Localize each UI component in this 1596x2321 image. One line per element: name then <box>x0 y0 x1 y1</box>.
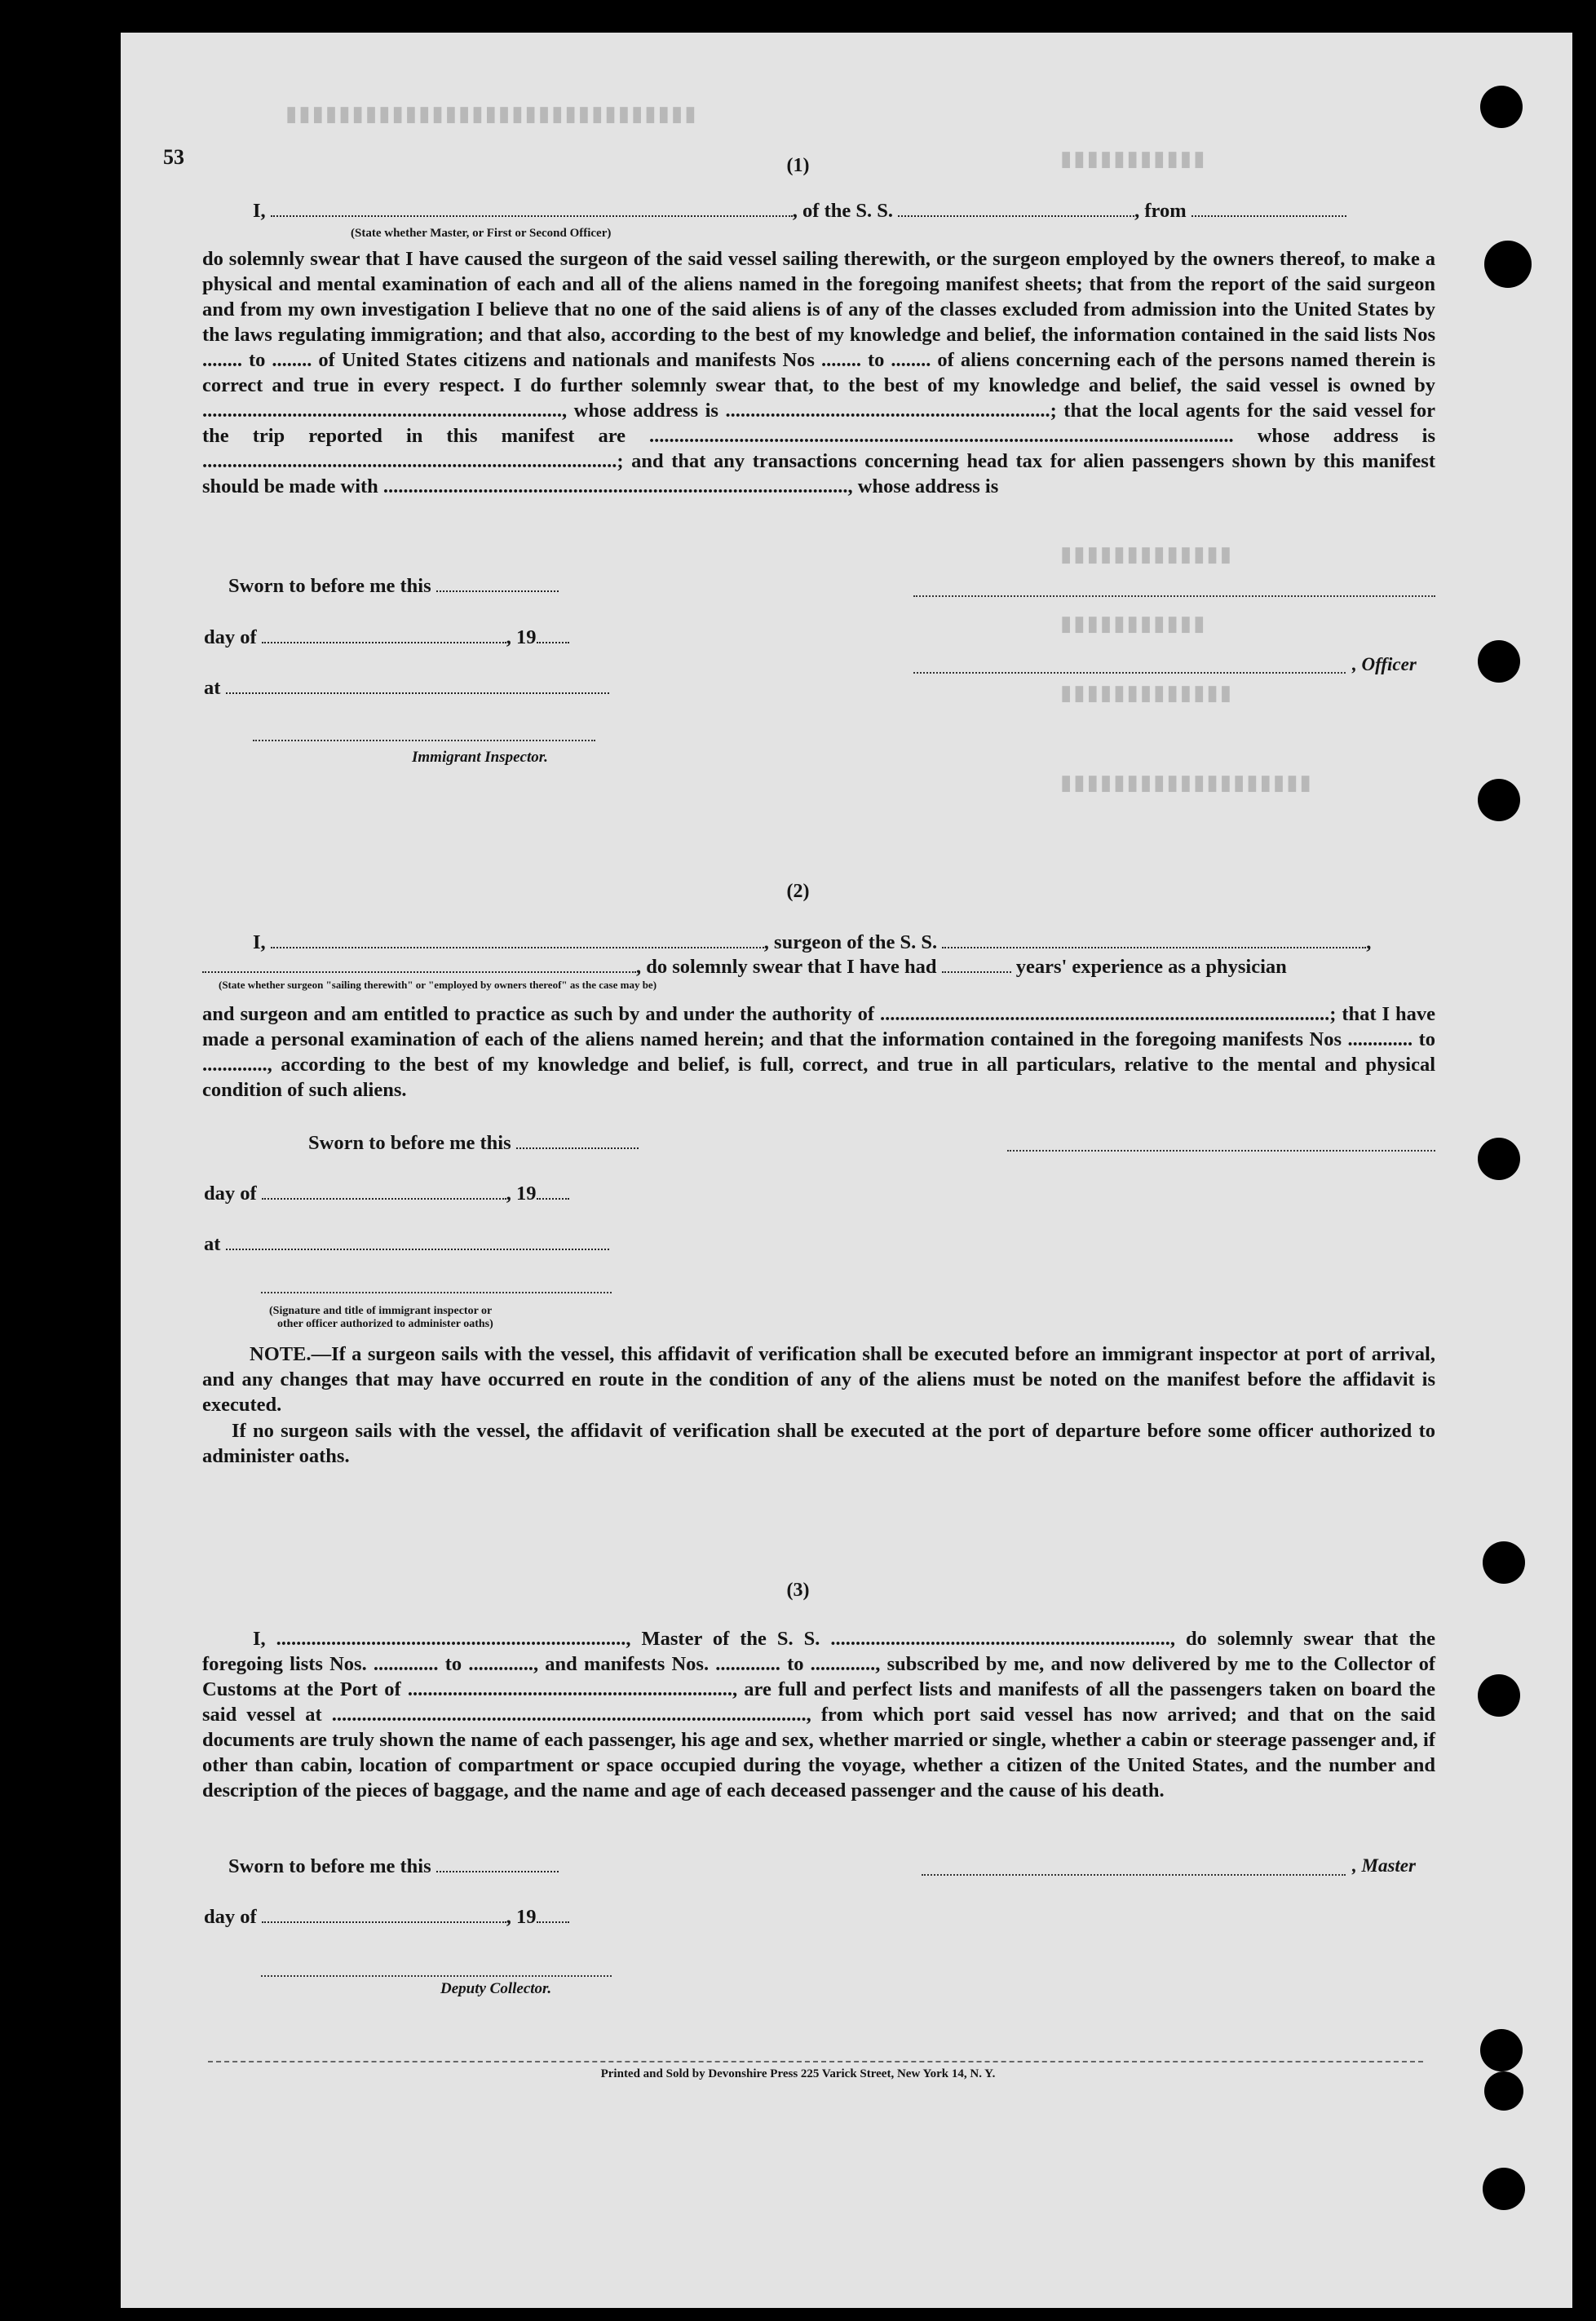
surgeon-status-field[interactable] <box>202 957 636 973</box>
immigrant-inspector-label: Immigrant Inspector. <box>412 749 548 766</box>
section-1-caption: (State whether Master, or First or Second Officer) <box>351 227 612 240</box>
show-through-text: ▮▮▮▮▮▮▮▮▮▮▮ <box>1060 147 1207 170</box>
officer-signature-line-2[interactable] <box>913 670 1346 674</box>
master-signature-line[interactable] <box>922 1872 1346 1876</box>
section-1-oath-text: do solemnly swear that I have caused the surgeon of the said vessel sailing therewith, or the surgeon employed by the owners thereof, to make a physical and mental examination of each and all of the aliens named in the foregoing manifest sheets; that from the report of the said surgeon and from my own investigation I believe that no one of the said aliens is of any of the classes excluded from admission into the United States by the laws regulating immigration; and that also, according to the best of my knowledge and belief, the information contained in the said lists Nos ........ to ........ of United States citizens and nationals and manifests Nos ........ to ........ of aliens concerning each of the persons named therein is correct and true in every respect. I do further solemnly swear that, to the best of my knowledge and belief, the said vessel is owned by ........................................................................, whose address is .................................................................; that the local agents for the said vessel for the trip reported in this manifest are ..................................................................................................................... whose address is ...................................................................................; and that any transactions concerning head tax for alien passengers shown by this manifest should be made with ............................................................................................., whose address is <box>202 248 1435 497</box>
section-1-number: (1) <box>786 155 810 176</box>
section-2-sworn <box>308 1132 639 1155</box>
sworn-date-field[interactable] <box>436 576 559 592</box>
at-label: at <box>204 677 221 699</box>
day-of-label: day of <box>204 1906 257 1928</box>
sworn-label: Sworn to before me this <box>308 1132 511 1154</box>
sworn-date-field[interactable] <box>516 1133 639 1149</box>
binder-hole <box>1480 86 1523 128</box>
at-label: at <box>204 1233 221 1255</box>
footer-rule <box>208 2061 1423 2062</box>
show-through-text: ▮▮▮▮▮▮▮▮▮▮▮▮▮▮▮▮▮▮▮▮▮▮▮▮▮▮▮▮▮▮▮ <box>285 102 698 126</box>
binder-hole <box>1478 1674 1520 1717</box>
witness-caption-2: other officer authorized to administer oaths) <box>277 1318 493 1330</box>
show-through-text: ▮▮▮▮▮▮▮▮▮▮▮▮▮▮▮▮▮▮▮ <box>1060 771 1313 794</box>
year-field[interactable] <box>537 1183 569 1200</box>
years-experience-field[interactable] <box>942 957 1011 973</box>
show-through-text: ▮▮▮▮▮▮▮▮▮▮▮▮▮ <box>1060 542 1233 566</box>
section-3-number: (3) <box>786 1580 810 1601</box>
note-paragraph-2: If no surgeon sails with the vessel, the affidavit of verification shall be executed at the port of departure before some officer authorized to administer oaths. <box>202 1420 1435 1467</box>
officer-name-field[interactable] <box>271 201 793 217</box>
section-1-vessel-label: , of the S. S. <box>792 200 893 222</box>
section-1-from-label: , from <box>1134 200 1187 222</box>
section-3-day <box>204 1906 569 1929</box>
section-1-lead: I, <box>253 200 266 222</box>
day-of-label: day of <box>204 626 257 648</box>
binder-hole <box>1483 1541 1525 1584</box>
printer-imprint: Printed and Sold by Devonshire Press 225 Varick Street, New York 14, N. Y. <box>600 2067 996 2080</box>
section-3-oath-text: I, ......................................................................, Master of the S. S. ...................................................................., do solemnly swear that the foregoing lists Nos. ............. to ............., and manifests Nos. ............. to ............., subscribed by me, and now delivered by me to the Collector of Customs at the Port of ................................................................., are full and perfect lists and manifests of all the passengers taken on board the said vessel at ..............................................................................................., from which port said vessel has now arrived; and that on the said documents are truly shown the name of each passenger, his age and sex, whether married or single, whether a cabin or steerage passenger and, if other than cabin, location of compartment or space occupied during the voyage, whether a citizen of the United States, and the number and description of the pieces of baggage, and the name and age of each deceased passenger and the cause of his death. <box>202 1628 1435 1802</box>
show-through-text: ▮▮▮▮▮▮▮▮▮▮▮▮▮ <box>1060 681 1233 705</box>
section-1-line-1 <box>253 200 1346 223</box>
section-2-day <box>204 1183 569 1205</box>
sworn-label: Sworn to before me this <box>228 575 431 597</box>
section-1-at <box>204 677 609 700</box>
section-2-at <box>204 1233 609 1256</box>
year-label: , 19 <box>506 1906 537 1928</box>
section-1-day <box>204 626 569 649</box>
binder-hole <box>1484 241 1532 288</box>
year-label: , 19 <box>506 626 537 648</box>
binder-hole <box>1478 640 1520 683</box>
day-of-label: day of <box>204 1183 257 1205</box>
page-number: 53 <box>163 145 184 169</box>
section-2-line-1: I, , surgeon of the S. S. , <box>253 931 1372 953</box>
surgeon-witness-signature-line[interactable] <box>261 1290 612 1293</box>
year-field[interactable] <box>537 1907 569 1923</box>
note-text: —If a surgeon sails with the vessel, this affidavit of verification shall be executed before an immigrant inspector at port of arrival, and any changes that may have occurred en route in the condition of any of the aliens must be noted on the manifest before the affidavit is executed. <box>202 1343 1435 1416</box>
year-label: , 19 <box>506 1183 537 1205</box>
section-2-experience-label: years' experience as a physician <box>1015 956 1287 978</box>
binder-hole <box>1480 2029 1523 2071</box>
sworn-date-field[interactable] <box>436 1856 559 1872</box>
section-2-swear-label: , do solemnly swear that I have had <box>636 956 937 978</box>
section-1-sworn <box>228 575 559 598</box>
inspector-signature-line[interactable] <box>253 738 595 741</box>
year-field[interactable] <box>537 627 569 643</box>
section-2-vessel-label: , surgeon of the S. S. <box>763 931 938 953</box>
day-field[interactable] <box>262 1907 506 1923</box>
place-field[interactable] <box>226 678 609 694</box>
note-paragraph <box>202 1342 1435 1417</box>
section-3-sworn <box>228 1855 559 1878</box>
place-field[interactable] <box>226 1234 609 1250</box>
section-2-number: (2) <box>786 881 810 902</box>
surgeon-vessel-field[interactable] <box>942 932 1366 948</box>
surgeon-name-field[interactable] <box>271 932 764 948</box>
deputy-collector-signature-line[interactable] <box>261 1974 612 1977</box>
master-label: , Master <box>1352 1855 1416 1876</box>
section-2-caption: (State whether surgeon "sailing therewith" or "employed by owners thereof" as the case may be) <box>219 979 657 991</box>
day-field[interactable] <box>262 627 506 643</box>
deputy-collector-label: Deputy Collector. <box>440 1980 552 1997</box>
section-2-line-2 <box>202 956 1287 979</box>
day-field[interactable] <box>262 1183 506 1200</box>
witness-caption-1: (Signature and title of immigrant inspector or <box>269 1305 493 1317</box>
officer-label: , Officer <box>1352 654 1417 674</box>
section-2-lead: I, <box>253 931 266 953</box>
binder-hole <box>1483 2168 1525 2210</box>
note-label: NOTE. <box>250 1343 312 1365</box>
officer-signature-line[interactable] <box>913 594 1435 597</box>
show-through-text: ▮▮▮▮▮▮▮▮▮▮▮ <box>1060 612 1207 635</box>
binder-hole <box>1478 779 1520 821</box>
departure-port-field[interactable] <box>1191 201 1346 217</box>
binder-hole <box>1478 1138 1520 1180</box>
surgeon-signature-line[interactable] <box>1007 1148 1435 1152</box>
sworn-label: Sworn to before me this <box>228 1855 431 1877</box>
section-2-oath-text: and surgeon and am entitled to practice as such by and under the authority of ..........................................................................................; that I have made a personal examination of each of the aliens named herein; and that the information contained in the foregoing manifests Nos ............. to ............., according to the best of my knowledge and belief, is full, correct, and true in all particulars, relative to the mental and physical condition of such aliens. <box>202 1003 1435 1101</box>
vessel-name-field[interactable] <box>898 201 1134 217</box>
